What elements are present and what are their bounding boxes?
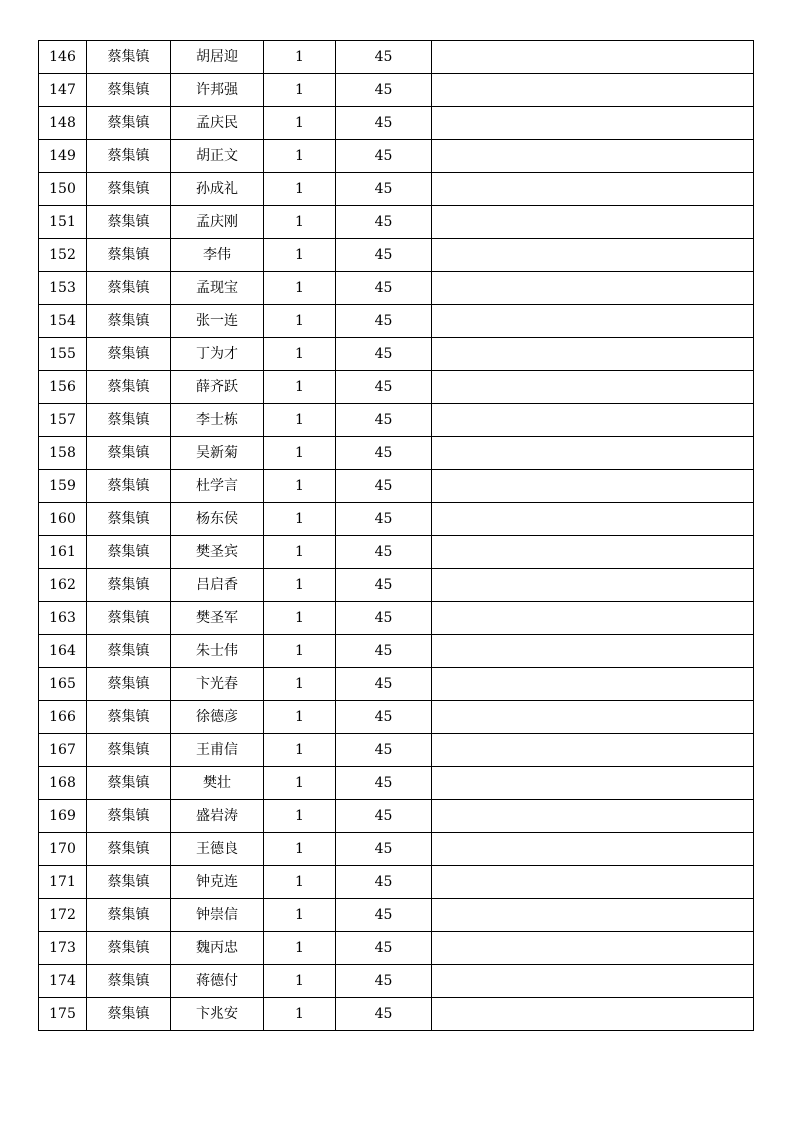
- note-cell: [432, 800, 754, 833]
- town-cell: 蔡集镇: [87, 437, 171, 470]
- name-cell: 盛岩涛: [171, 800, 264, 833]
- row-number-cell: 159: [39, 470, 87, 503]
- row-number-cell: 157: [39, 404, 87, 437]
- row-number-cell: 160: [39, 503, 87, 536]
- row-number-cell: 156: [39, 371, 87, 404]
- town-cell: 蔡集镇: [87, 272, 171, 305]
- amount-cell: 45: [336, 965, 432, 998]
- note-cell: [432, 272, 754, 305]
- row-number-cell: 147: [39, 74, 87, 107]
- name-cell: 孟庆民: [171, 107, 264, 140]
- table-row: [39, 272, 754, 305]
- note-cell: [432, 635, 754, 668]
- note-cell: [432, 41, 754, 74]
- row-number-cell: 167: [39, 734, 87, 767]
- amount-cell: 45: [336, 41, 432, 74]
- table-row: [39, 173, 754, 206]
- name-cell: 徐德彦: [171, 701, 264, 734]
- town-cell: 蔡集镇: [87, 800, 171, 833]
- table-row: [39, 437, 754, 470]
- table-row: [39, 470, 754, 503]
- town-cell: 蔡集镇: [87, 173, 171, 206]
- name-cell: 樊圣宾: [171, 536, 264, 569]
- table-row: [39, 503, 754, 536]
- row-number-cell: 151: [39, 206, 87, 239]
- name-cell: 张一连: [171, 305, 264, 338]
- count-cell: 1: [264, 569, 336, 602]
- count-cell: 1: [264, 800, 336, 833]
- count-cell: 1: [264, 206, 336, 239]
- amount-cell: 45: [336, 569, 432, 602]
- amount-cell: 45: [336, 932, 432, 965]
- amount-cell: 45: [336, 371, 432, 404]
- table-row: [39, 140, 754, 173]
- name-cell: 孟现宝: [171, 272, 264, 305]
- amount-cell: 45: [336, 800, 432, 833]
- amount-cell: 45: [336, 602, 432, 635]
- row-number-cell: 170: [39, 833, 87, 866]
- name-cell: 李士栋: [171, 404, 264, 437]
- name-cell: 胡正文: [171, 140, 264, 173]
- row-number-cell: 149: [39, 140, 87, 173]
- count-cell: 1: [264, 272, 336, 305]
- table-row: [39, 701, 754, 734]
- amount-cell: 45: [336, 74, 432, 107]
- row-number-cell: 168: [39, 767, 87, 800]
- town-cell: 蔡集镇: [87, 74, 171, 107]
- roster-table: [38, 40, 754, 1031]
- row-number-cell: 175: [39, 998, 87, 1031]
- name-cell: 卞光春: [171, 668, 264, 701]
- note-cell: [432, 734, 754, 767]
- name-cell: 朱士伟: [171, 635, 264, 668]
- name-cell: 魏丙忠: [171, 932, 264, 965]
- town-cell: 蔡集镇: [87, 404, 171, 437]
- table-row: [39, 668, 754, 701]
- table-row: [39, 107, 754, 140]
- note-cell: [432, 107, 754, 140]
- name-cell: 樊壮: [171, 767, 264, 800]
- count-cell: 1: [264, 41, 336, 74]
- row-number-cell: 165: [39, 668, 87, 701]
- count-cell: 1: [264, 602, 336, 635]
- name-cell: 薛齐跃: [171, 371, 264, 404]
- count-cell: 1: [264, 536, 336, 569]
- town-cell: 蔡集镇: [87, 602, 171, 635]
- town-cell: 蔡集镇: [87, 107, 171, 140]
- name-cell: 卞兆安: [171, 998, 264, 1031]
- count-cell: 1: [264, 437, 336, 470]
- row-number-cell: 155: [39, 338, 87, 371]
- amount-cell: 45: [336, 272, 432, 305]
- note-cell: [432, 503, 754, 536]
- table-row: [39, 569, 754, 602]
- note-cell: [432, 767, 754, 800]
- table-row: [39, 206, 754, 239]
- name-cell: 许邦强: [171, 74, 264, 107]
- count-cell: 1: [264, 899, 336, 932]
- town-cell: 蔡集镇: [87, 371, 171, 404]
- count-cell: 1: [264, 107, 336, 140]
- count-cell: 1: [264, 767, 336, 800]
- row-number-cell: 172: [39, 899, 87, 932]
- amount-cell: 45: [336, 734, 432, 767]
- table-row: [39, 833, 754, 866]
- count-cell: 1: [264, 470, 336, 503]
- amount-cell: 45: [336, 338, 432, 371]
- table-row: [39, 635, 754, 668]
- document-page: [38, 40, 753, 1031]
- table-row: [39, 965, 754, 998]
- note-cell: [432, 140, 754, 173]
- row-number-cell: 158: [39, 437, 87, 470]
- table-row: [39, 536, 754, 569]
- town-cell: 蔡集镇: [87, 41, 171, 74]
- count-cell: 1: [264, 371, 336, 404]
- town-cell: 蔡集镇: [87, 140, 171, 173]
- count-cell: 1: [264, 503, 336, 536]
- row-number-cell: 171: [39, 866, 87, 899]
- amount-cell: 45: [336, 239, 432, 272]
- table-row: [39, 602, 754, 635]
- row-number-cell: 174: [39, 965, 87, 998]
- count-cell: 1: [264, 74, 336, 107]
- table-row: [39, 371, 754, 404]
- table-row: [39, 866, 754, 899]
- town-cell: 蔡集镇: [87, 470, 171, 503]
- amount-cell: 45: [336, 437, 432, 470]
- table-row: [39, 239, 754, 272]
- note-cell: [432, 74, 754, 107]
- amount-cell: 45: [336, 173, 432, 206]
- town-cell: 蔡集镇: [87, 899, 171, 932]
- town-cell: 蔡集镇: [87, 569, 171, 602]
- row-number-cell: 169: [39, 800, 87, 833]
- town-cell: 蔡集镇: [87, 965, 171, 998]
- amount-cell: 45: [336, 701, 432, 734]
- row-number-cell: 162: [39, 569, 87, 602]
- roster-table-body: [39, 41, 754, 1031]
- table-row: [39, 74, 754, 107]
- note-cell: [432, 998, 754, 1031]
- name-cell: 孟庆刚: [171, 206, 264, 239]
- town-cell: 蔡集镇: [87, 338, 171, 371]
- note-cell: [432, 338, 754, 371]
- table-row: [39, 998, 754, 1031]
- town-cell: 蔡集镇: [87, 833, 171, 866]
- table-row: [39, 932, 754, 965]
- note-cell: [432, 965, 754, 998]
- row-number-cell: 164: [39, 635, 87, 668]
- name-cell: 吴新菊: [171, 437, 264, 470]
- count-cell: 1: [264, 338, 336, 371]
- name-cell: 钟克连: [171, 866, 264, 899]
- count-cell: 1: [264, 701, 336, 734]
- count-cell: 1: [264, 998, 336, 1031]
- name-cell: 胡居迎: [171, 41, 264, 74]
- town-cell: 蔡集镇: [87, 932, 171, 965]
- amount-cell: 45: [336, 536, 432, 569]
- name-cell: 丁为才: [171, 338, 264, 371]
- amount-cell: 45: [336, 866, 432, 899]
- town-cell: 蔡集镇: [87, 206, 171, 239]
- count-cell: 1: [264, 173, 336, 206]
- note-cell: [432, 173, 754, 206]
- row-number-cell: 153: [39, 272, 87, 305]
- table-row: [39, 338, 754, 371]
- row-number-cell: 150: [39, 173, 87, 206]
- count-cell: 1: [264, 833, 336, 866]
- table-row: [39, 767, 754, 800]
- row-number-cell: 161: [39, 536, 87, 569]
- count-cell: 1: [264, 866, 336, 899]
- table-row: [39, 899, 754, 932]
- row-number-cell: 173: [39, 932, 87, 965]
- table-row: [39, 41, 754, 74]
- town-cell: 蔡集镇: [87, 701, 171, 734]
- note-cell: [432, 371, 754, 404]
- amount-cell: 45: [336, 206, 432, 239]
- amount-cell: 45: [336, 404, 432, 437]
- town-cell: 蔡集镇: [87, 536, 171, 569]
- town-cell: 蔡集镇: [87, 767, 171, 800]
- table-row: [39, 404, 754, 437]
- amount-cell: 45: [336, 899, 432, 932]
- note-cell: [432, 602, 754, 635]
- town-cell: 蔡集镇: [87, 305, 171, 338]
- count-cell: 1: [264, 635, 336, 668]
- amount-cell: 45: [336, 635, 432, 668]
- name-cell: 钟崇信: [171, 899, 264, 932]
- note-cell: [432, 701, 754, 734]
- amount-cell: 45: [336, 668, 432, 701]
- table-row: [39, 305, 754, 338]
- note-cell: [432, 932, 754, 965]
- note-cell: [432, 404, 754, 437]
- table-row: [39, 734, 754, 767]
- row-number-cell: 152: [39, 239, 87, 272]
- name-cell: 蒋德付: [171, 965, 264, 998]
- amount-cell: 45: [336, 305, 432, 338]
- count-cell: 1: [264, 734, 336, 767]
- row-number-cell: 163: [39, 602, 87, 635]
- note-cell: [432, 470, 754, 503]
- row-number-cell: 166: [39, 701, 87, 734]
- amount-cell: 45: [336, 833, 432, 866]
- name-cell: 樊圣军: [171, 602, 264, 635]
- town-cell: 蔡集镇: [87, 866, 171, 899]
- amount-cell: 45: [336, 140, 432, 173]
- town-cell: 蔡集镇: [87, 503, 171, 536]
- amount-cell: 45: [336, 470, 432, 503]
- town-cell: 蔡集镇: [87, 635, 171, 668]
- town-cell: 蔡集镇: [87, 239, 171, 272]
- count-cell: 1: [264, 668, 336, 701]
- name-cell: 杜学言: [171, 470, 264, 503]
- town-cell: 蔡集镇: [87, 734, 171, 767]
- row-number-cell: 146: [39, 41, 87, 74]
- count-cell: 1: [264, 965, 336, 998]
- note-cell: [432, 833, 754, 866]
- note-cell: [432, 899, 754, 932]
- count-cell: 1: [264, 305, 336, 338]
- note-cell: [432, 668, 754, 701]
- note-cell: [432, 866, 754, 899]
- name-cell: 孙成礼: [171, 173, 264, 206]
- note-cell: [432, 239, 754, 272]
- amount-cell: 45: [336, 503, 432, 536]
- note-cell: [432, 536, 754, 569]
- count-cell: 1: [264, 932, 336, 965]
- note-cell: [432, 206, 754, 239]
- table-row: [39, 800, 754, 833]
- amount-cell: 45: [336, 998, 432, 1031]
- count-cell: 1: [264, 404, 336, 437]
- amount-cell: 45: [336, 107, 432, 140]
- count-cell: 1: [264, 140, 336, 173]
- name-cell: 杨东侯: [171, 503, 264, 536]
- note-cell: [432, 305, 754, 338]
- name-cell: 李伟: [171, 239, 264, 272]
- name-cell: 吕启香: [171, 569, 264, 602]
- amount-cell: 45: [336, 767, 432, 800]
- note-cell: [432, 437, 754, 470]
- name-cell: 王甫信: [171, 734, 264, 767]
- count-cell: 1: [264, 239, 336, 272]
- name-cell: 王德良: [171, 833, 264, 866]
- note-cell: [432, 569, 754, 602]
- row-number-cell: 154: [39, 305, 87, 338]
- town-cell: 蔡集镇: [87, 998, 171, 1031]
- town-cell: 蔡集镇: [87, 668, 171, 701]
- row-number-cell: 148: [39, 107, 87, 140]
